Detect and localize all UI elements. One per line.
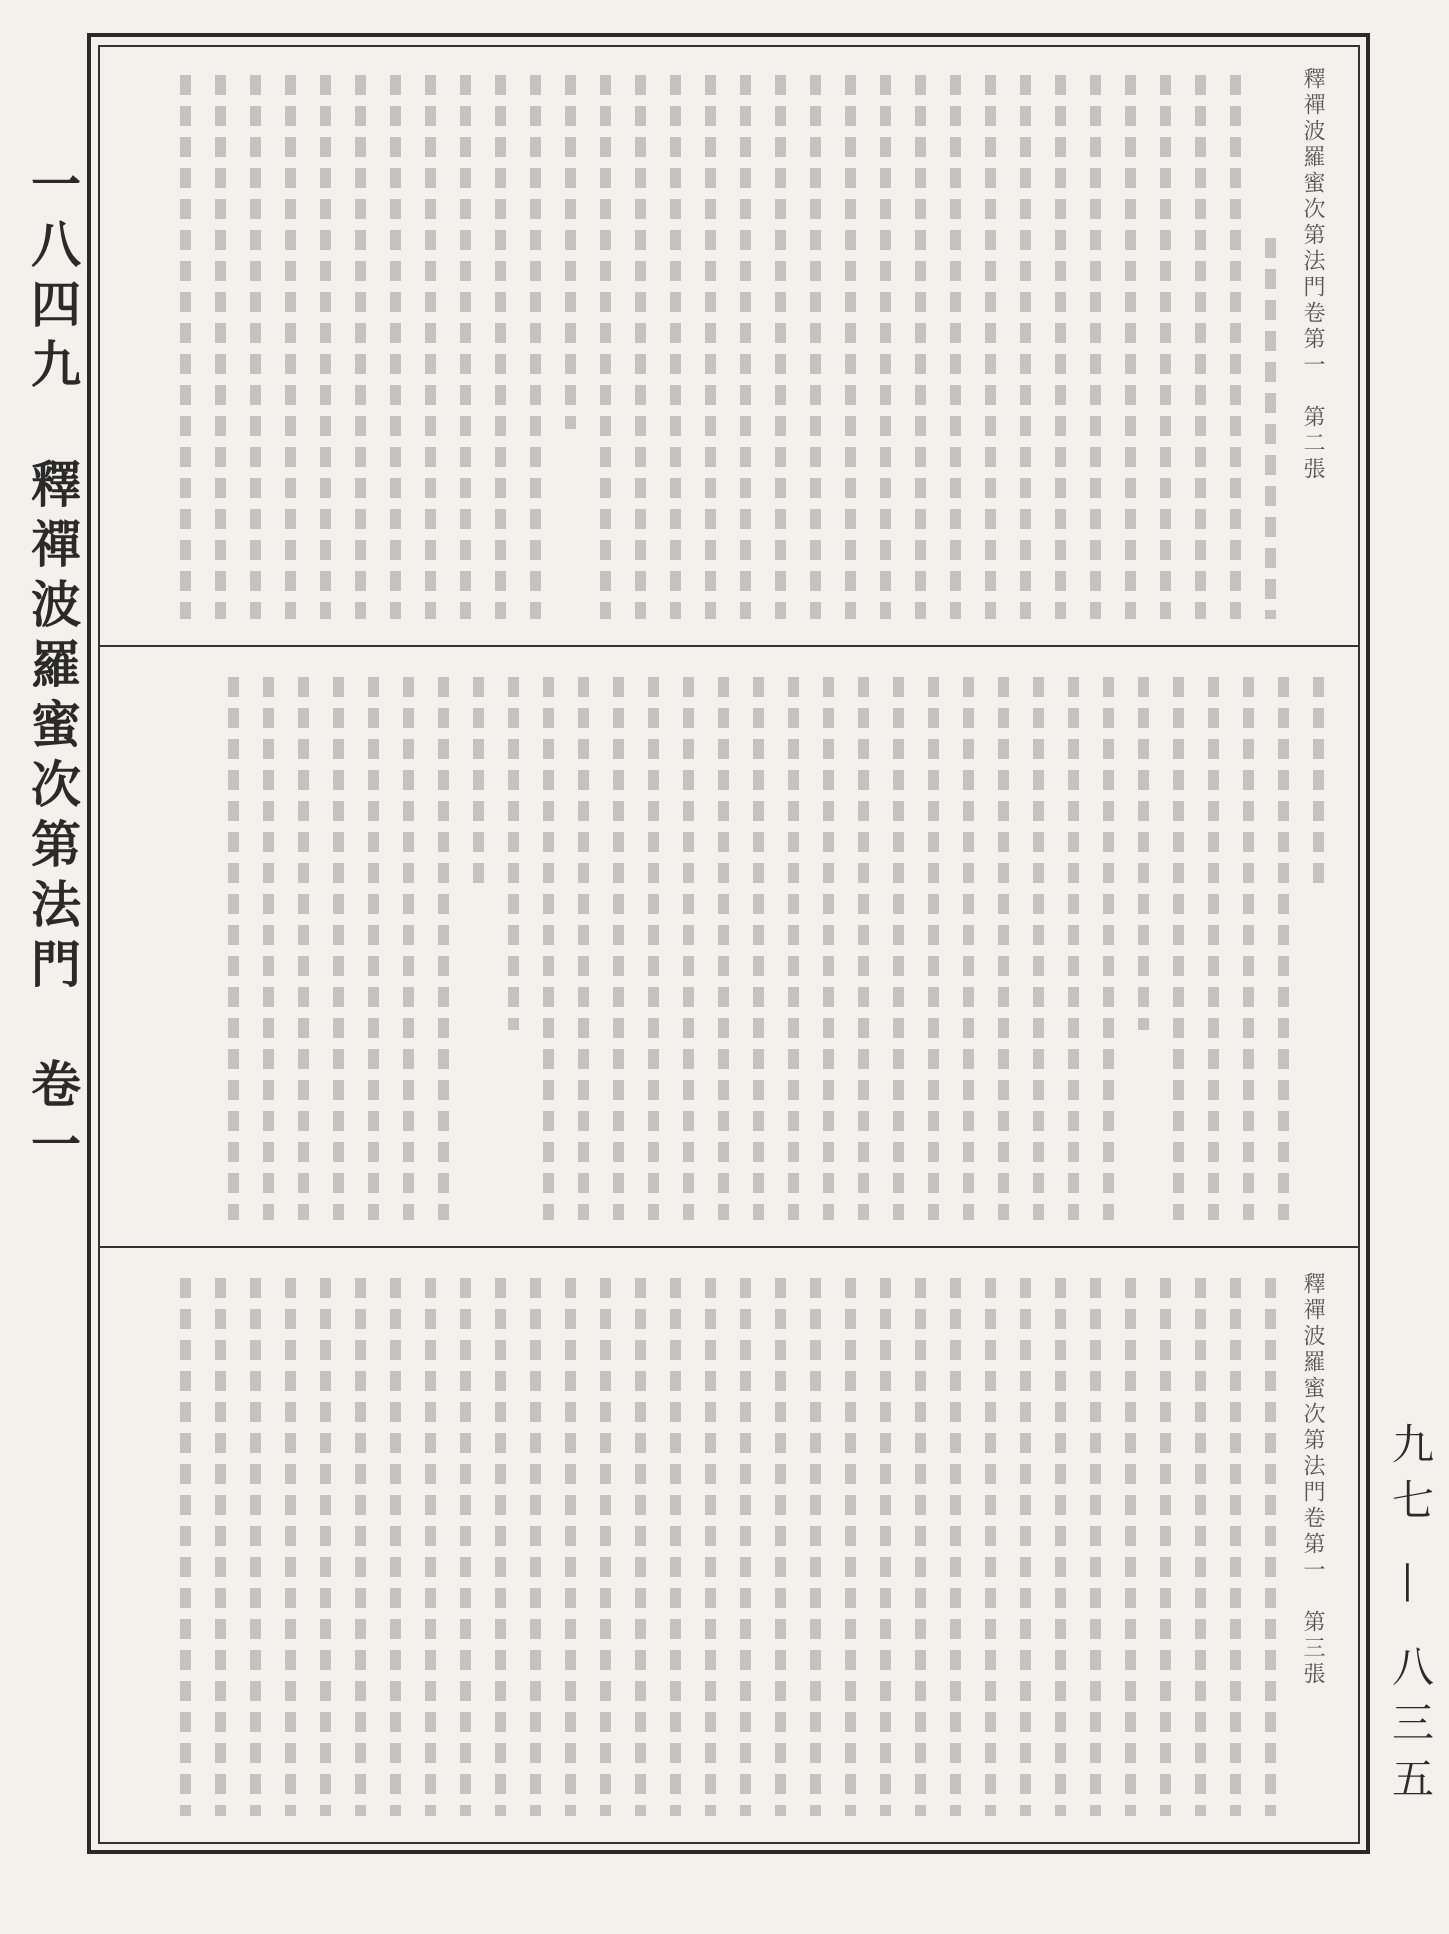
text-column: [238, 1278, 273, 1816]
running-head-bottom: 釋禪波羅蜜次第法門卷第一 第三張: [1300, 1272, 1325, 1688]
text-column: [483, 1278, 518, 1816]
text-column: [1231, 677, 1266, 1220]
text-column: [1148, 75, 1183, 619]
text-column: [916, 677, 951, 1220]
text-column: [343, 75, 378, 619]
text-column: [1043, 75, 1078, 619]
text-column: [868, 75, 903, 619]
text-column: [903, 75, 938, 619]
text-column: [1253, 1278, 1288, 1816]
text-column: [251, 677, 286, 1220]
text-column: [776, 677, 811, 1220]
text-column: [356, 677, 391, 1220]
text-column: [1161, 677, 1196, 1220]
text-column: [1113, 1278, 1148, 1816]
text-column: [951, 677, 986, 1220]
text-column: [833, 1278, 868, 1816]
text-column: [308, 1278, 343, 1816]
text-column: [203, 1278, 238, 1816]
text-column: [413, 75, 448, 619]
text-column: [496, 677, 531, 1220]
text-column: [448, 1278, 483, 1816]
text-column: [1126, 677, 1161, 1220]
text-column: [1008, 75, 1043, 619]
margin-label-right: 九七 — 八三五: [1386, 1422, 1435, 1813]
text-column: [868, 1278, 903, 1816]
text-column: [391, 677, 426, 1220]
text-column: [706, 677, 741, 1220]
text-column: [553, 75, 588, 619]
text-column: [1078, 1278, 1113, 1816]
text-column: [741, 677, 776, 1220]
text-column: [518, 1278, 553, 1816]
text-column: [216, 677, 251, 1220]
text-column: [846, 677, 881, 1220]
register-top: [100, 47, 1358, 647]
text-column: [1301, 677, 1336, 1220]
text-column: [1218, 1278, 1253, 1816]
text-column: [378, 1278, 413, 1816]
text-column: [1218, 75, 1253, 619]
text-column: [623, 75, 658, 619]
text-column: [286, 677, 321, 1220]
text-column: [938, 75, 973, 619]
register-bottom: [100, 1250, 1358, 1842]
text-column: [1148, 1278, 1183, 1816]
text-column: [1043, 1278, 1078, 1816]
text-column: [1183, 75, 1218, 619]
text-column: [973, 1278, 1008, 1816]
text-column: [1056, 677, 1091, 1220]
text-column: [1196, 677, 1231, 1220]
text-column: [763, 1278, 798, 1816]
text-column: [321, 677, 356, 1220]
text-column: [1253, 75, 1288, 619]
text-column: [658, 1278, 693, 1816]
text-column: [833, 75, 868, 619]
text-column: [623, 1278, 658, 1816]
text-column: [518, 75, 553, 619]
text-column: [1078, 75, 1113, 619]
text-column: [763, 75, 798, 619]
text-column: [413, 1278, 448, 1816]
text-column: [168, 1278, 203, 1816]
text-column: [798, 75, 833, 619]
text-column: [671, 677, 706, 1220]
text-column: [903, 1278, 938, 1816]
text-column: [798, 1278, 833, 1816]
text-column: [601, 677, 636, 1220]
text-column: [553, 1278, 588, 1816]
register-middle: [100, 649, 1358, 1248]
text-column: [973, 75, 1008, 619]
text-column: [1113, 75, 1148, 619]
text-column: [693, 1278, 728, 1816]
text-column: [728, 1278, 763, 1816]
running-head-top: 釋禪波羅蜜次第法門卷第一 第二張: [1300, 67, 1325, 483]
text-column: [426, 677, 461, 1220]
text-column: [343, 1278, 378, 1816]
text-column: [636, 677, 671, 1220]
text-column: [273, 1278, 308, 1816]
text-column: [238, 75, 273, 619]
text-column: [308, 75, 343, 619]
text-column: [881, 677, 916, 1220]
text-column: [1183, 1278, 1218, 1816]
text-column: [693, 75, 728, 619]
text-columns-middle: [122, 677, 1336, 1220]
text-column: [483, 75, 518, 619]
text-column: [986, 677, 1021, 1220]
text-column: [1266, 677, 1301, 1220]
text-column: [566, 677, 601, 1220]
text-column: [658, 75, 693, 619]
text-column: [461, 677, 496, 1220]
text-column: [203, 75, 238, 619]
text-column: [273, 75, 308, 619]
text-column: [1021, 677, 1056, 1220]
text-columns-top: [122, 75, 1288, 619]
text-column: [168, 75, 203, 619]
text-column: [811, 677, 846, 1220]
text-columns-bottom: [122, 1278, 1288, 1816]
margin-label-left: 一八四九 釋禪波羅蜜次第法門 卷一: [23, 158, 82, 1178]
text-column: [531, 677, 566, 1220]
text-column: [728, 75, 763, 619]
text-column: [1008, 1278, 1043, 1816]
text-column: [1091, 677, 1126, 1220]
text-column: [588, 75, 623, 619]
text-column: [378, 75, 413, 619]
text-column: [588, 1278, 623, 1816]
text-column: [938, 1278, 973, 1816]
text-column: [448, 75, 483, 619]
